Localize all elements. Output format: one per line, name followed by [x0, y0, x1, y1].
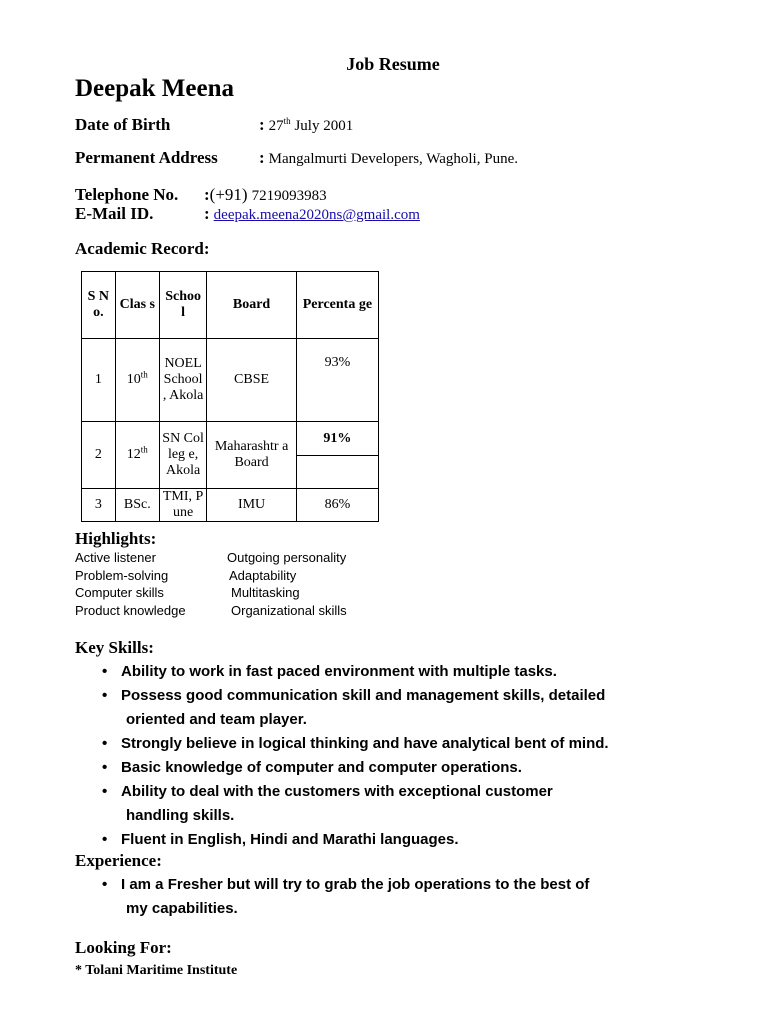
experience-heading: Experience:: [75, 851, 162, 870]
key-skills-list: [100, 660, 741, 852]
cell-class: 10th: [115, 339, 159, 422]
list-item: • Ability to work in fast paced environment with multiple tasks.: [102, 663, 557, 680]
dob-label: Date of Birth: [75, 115, 171, 134]
list-item: • Strongly believe in logical thinking and have analytical bent of mind.: [102, 735, 609, 752]
phone-label: Telephone No.: [75, 185, 179, 204]
table-row: [82, 422, 379, 456]
phone-value: :(+91) 7219093983: [204, 185, 327, 204]
cell-board: CBSE: [207, 339, 297, 422]
list-item: • Ability to deal with the customers with exceptional customer handling skills.: [102, 783, 553, 824]
cell-school: NOEL School , Akola: [159, 339, 206, 422]
address-label: Permanent Address: [75, 148, 218, 167]
looking-for-heading: Looking For:: [75, 938, 172, 957]
list-item: • Basic knowledge of computer and computer operations.: [102, 759, 522, 776]
header-school: Schoo l: [159, 272, 206, 339]
key-skills-heading: Key Skills:: [75, 638, 154, 657]
cell-school: TMI, Pune: [159, 489, 206, 522]
email-value: : deepak.meena2020ns@gmail.com: [204, 204, 420, 223]
highlight-item: Product knowledge: [75, 603, 186, 618]
academic-heading: Academic Record:: [75, 239, 210, 258]
highlight-item: Organizational skills: [231, 603, 347, 618]
cell-class: BSc.: [115, 489, 159, 522]
highlight-item: Problem-solving: [75, 568, 169, 583]
highlight-item: Adaptability: [229, 568, 297, 583]
highlights-heading: Highlights:: [75, 529, 157, 548]
cell-sno: 1: [82, 339, 116, 422]
cell-sno: 3: [82, 489, 116, 522]
cell-empty: [296, 456, 378, 489]
experience-list: [100, 873, 741, 921]
header-class: Clas s: [115, 272, 159, 339]
table-row: [82, 339, 379, 422]
header-board: Board: [207, 272, 297, 339]
cell-percentage: 91%: [296, 422, 378, 456]
cell-board: IMU: [207, 489, 297, 522]
list-item: • Fluent in English, Hindi and Marathi languages.: [102, 831, 459, 848]
document-title: Job Resume: [346, 54, 440, 74]
highlight-item: Active listener: [75, 550, 156, 565]
highlight-item: Outgoing personality: [227, 550, 347, 565]
cell-percentage: 93%: [296, 339, 378, 422]
cell-school: SN Colleg e, Akola: [159, 422, 206, 489]
cell-class: 12th: [115, 422, 159, 489]
email-link[interactable]: deepak.meena2020ns@gmail.com: [213, 207, 420, 223]
table-header-row: [82, 272, 379, 339]
header-percentage: Percenta ge: [296, 272, 378, 339]
header-sno: S N o.: [82, 272, 116, 339]
highlight-item: Multitasking: [231, 585, 300, 600]
dob-value: : 27th July 2001: [259, 115, 354, 134]
candidate-name: Deepak Meena: [75, 75, 234, 102]
cell-sno: 2: [82, 422, 116, 489]
address-value: : Mangalmurti Developers, Wagholi, Pune.: [259, 148, 518, 167]
cell-percentage: 86%: [296, 489, 378, 522]
table-row: [82, 489, 379, 522]
email-label: E-Mail ID.: [75, 204, 154, 223]
academic-table: [81, 271, 379, 522]
looking-for-item: * Tolani Maritime Institute: [75, 963, 238, 978]
highlight-item: Computer skills: [75, 585, 164, 600]
cell-board: Maharashtr a Board: [207, 422, 297, 489]
list-item: • Possess good communication skill and management skills, detailed oriented and team player.: [102, 687, 606, 728]
list-item: • I am a Fresher but will try to grab the job operations to the best of my capabilities.: [102, 876, 590, 917]
